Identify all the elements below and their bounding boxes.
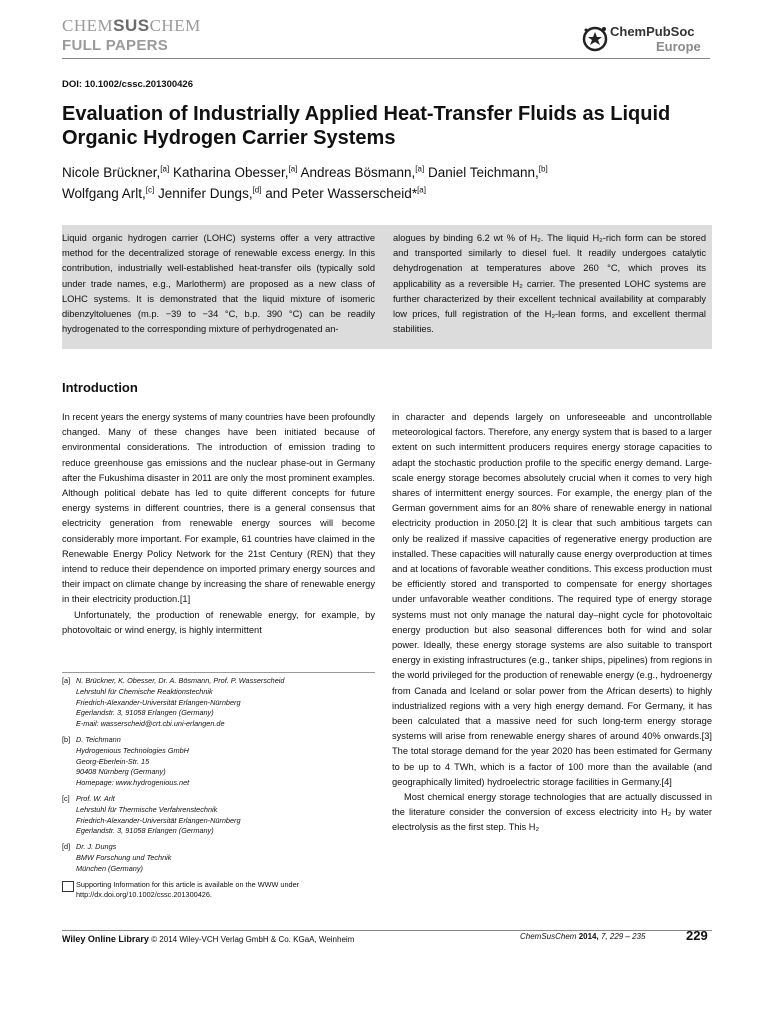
footnote: [d] Dr. J. Dungs BMW Forschung und Technik München (Germany): [62, 842, 172, 873]
body-column-left: [62, 410, 375, 638]
section-type: FULL PAPERS: [62, 37, 169, 54]
doi: DOI: 10.1002/cssc.201300426: [62, 79, 193, 90]
author: Nicole Brückner,[a]: [62, 164, 170, 180]
author: Katharina Obesser,[a]: [172, 164, 298, 180]
affiliation-footnotes: [62, 676, 375, 901]
paragraph: Most chemical energy storage technologies that are actually discussed in the literature consider the conversion of excess electricity into H₂ by water electrolysis as the first step. This H₂: [392, 792, 712, 833]
author-list: [62, 160, 712, 203]
journal-name: CHEMSUSCHEM: [62, 16, 201, 35]
supporting-information-note: Supporting Information for this article is available on the WWW under http://dx.doi.org/10.1002/cssc.201300426.: [62, 880, 375, 902]
paragraph: in character and depends largely on unforeseeable and uncontrollable meteorological factors. Therefore, any energy system that is based to a larger extent on such intermittent producers requires energy storage capacities to adapt the stochastic production profile to the specific energy demand. Large-scale energy storage becomes absolutely crucial when it comes to very high shares of intermittent energy sources. For example, the energy plan of the German government aims for an 80% share of renewable energy in national electricity production in 2050.[2] It is clear that such ambitious targets can only be realized if massive capacities of regenerative energy production are installed. These capacities will naturally cause energy overproduction at times and at locations of favorable weather conditions. This excess production must be efficiently stored and transported to compensate for energy shortages under unfavorable weather conditions. The required type of energy storage systems must not only manage the natural day–night cycle for photovoltaic energy production but also seasonal differences both for wind and solar power. Ideally, these energy storage systems are also suitable to transport energy in existing infrastructures (e.g., tanker ships, pipelines) from regions in the world privileged for the production of renewable energy (e.g., hydroenergy from Canada and Iceland or solar power from the African deserts) to highly industrialized regions with a very high energy demand. For Germany, it has been calculated that a massive need for such long-term energy storage systems will arise from renewable energy shares of around 40% onwards.[3] The total storage demand for the year 2020 has been estimated for Germany to be up to 4 TWh, which is a factor of 100 more than the available (and geographically limited) hydroelectric storage facilities in Germany.[4]: [392, 412, 712, 787]
footnote: [c] Prof. W. Arlt Lehrstuhl für Thermische Verfahrenstechnik Friedrich-Alexander-Universität Erlangen-Nürnberg Egerlandstr. 3, 91058 Erlangen (Germany): [62, 793, 241, 836]
footer-citation: ChemSusChem 2014, 7, 229 – 235: [520, 932, 646, 941]
abstract-column-left: Liquid organic hydrogen carrier (LOHC) systems offer a very attractive method for the decentralized storage of renewable excess energy. In this contribution, industrially well-established heat-transfer oils (typically sold under trade names, e.g., Marlotherm) are proposed as a new class of LOHC systems. It is demonstrated that the liquid mixture of isomeric dibenzyltoluenes (m.p. −39 to −34 °C, b.p. 390 °C) can be readily hydrogenated to the corresponding mixture of perhydrogenated an-: [62, 233, 375, 335]
paragraph: Unfortunately, the production of renewable energy, for example, by photovoltaic or wind energy, is highly intermittent: [62, 609, 375, 635]
logo-text-europe: Europe: [656, 39, 701, 54]
footnote-rule: [62, 672, 375, 673]
abstract-column-right: alogues by binding 6.2 wt % of H₂. The liquid H₂-rich form can be stored and transported similarly to diesel fuel. It readily undergoes catalytic dehydrogenation at temperatures above 260 °C, which proves its applicability as a reversible H₂ carrier. The presented LOHC systems are further characterized by their excellent technical availability at comparably low prices, full registration of the H₂-lean forms, and excellent thermal stabilities.: [393, 233, 706, 335]
abstract: [62, 225, 712, 349]
chempubsoc-star-icon: [582, 24, 608, 54]
document-icon: [62, 881, 74, 892]
page-number: 229: [686, 928, 708, 943]
body-column-right: [392, 410, 712, 836]
section-heading-introduction: Introduction: [62, 380, 138, 395]
footnote: [b] D. Teichmann Hydrogenious Technologies GmbH Georg-Eberlein-Str. 15 90408 Nürnberg (Germany) Homepage: www.hydrogenious.net: [62, 734, 190, 788]
author: Jennifer Dungs,[d]: [158, 185, 262, 201]
author: and Peter Wasserscheid*[a]: [265, 185, 426, 201]
publisher-logo: [582, 22, 712, 62]
article-title: Evaluation of Industrially Applied Heat-Transfer Fluids as Liquid Organic Hydrogen Carrier Systems: [62, 103, 671, 149]
paragraph: In recent years the energy systems of many countries have been profoundly changed. Many of these changes have been initiated because of environmental considerations. The introduction of emission trading to reduce greenhouse gas emissions and the nuclear phase-out in Germany after the Fukushima disaster in 2011 are only the most prominent examples. Although political debate has led to quite different concepts for future energy systems in different countries, there is a general consensus that electricity generation from renewable energy sources will become considerably more important. For example, 61 countries have claimed in the Renewable Energy Policy Network for the 21st Century (REN) that they intend to reduce their dependence on imported primary energy sources and their impact on climate change by increasing the share of renewable energy in their electricity production.[1]: [62, 412, 375, 605]
author: Andreas Bösmann,[a]: [300, 164, 425, 180]
author: Daniel Teichmann,[b]: [427, 164, 548, 180]
footer-publisher: Wiley Online Library © 2014 Wiley-VCH Verlag GmbH & Co. KGaA, Weinheim: [62, 934, 355, 944]
logo-text-chempubsoc: ChemPubSoc: [610, 24, 695, 39]
author: Wolfgang Arlt,[c]: [62, 185, 155, 201]
footnote: [a] N. Brückner, K. Obesser, Dr. A. Bösmann, Prof. P. Wasserscheid Lehrstuhl für Chemische Reaktionstechnik Friedrich-Alexander-Universität Erlangen-Nürnberg Egerlandstr. 3, 91058 Erlangen (Germany) E-mail: wasserscheid@crt.cbi.uni-erlangen.de: [62, 676, 285, 729]
footer-rule: [62, 930, 712, 931]
